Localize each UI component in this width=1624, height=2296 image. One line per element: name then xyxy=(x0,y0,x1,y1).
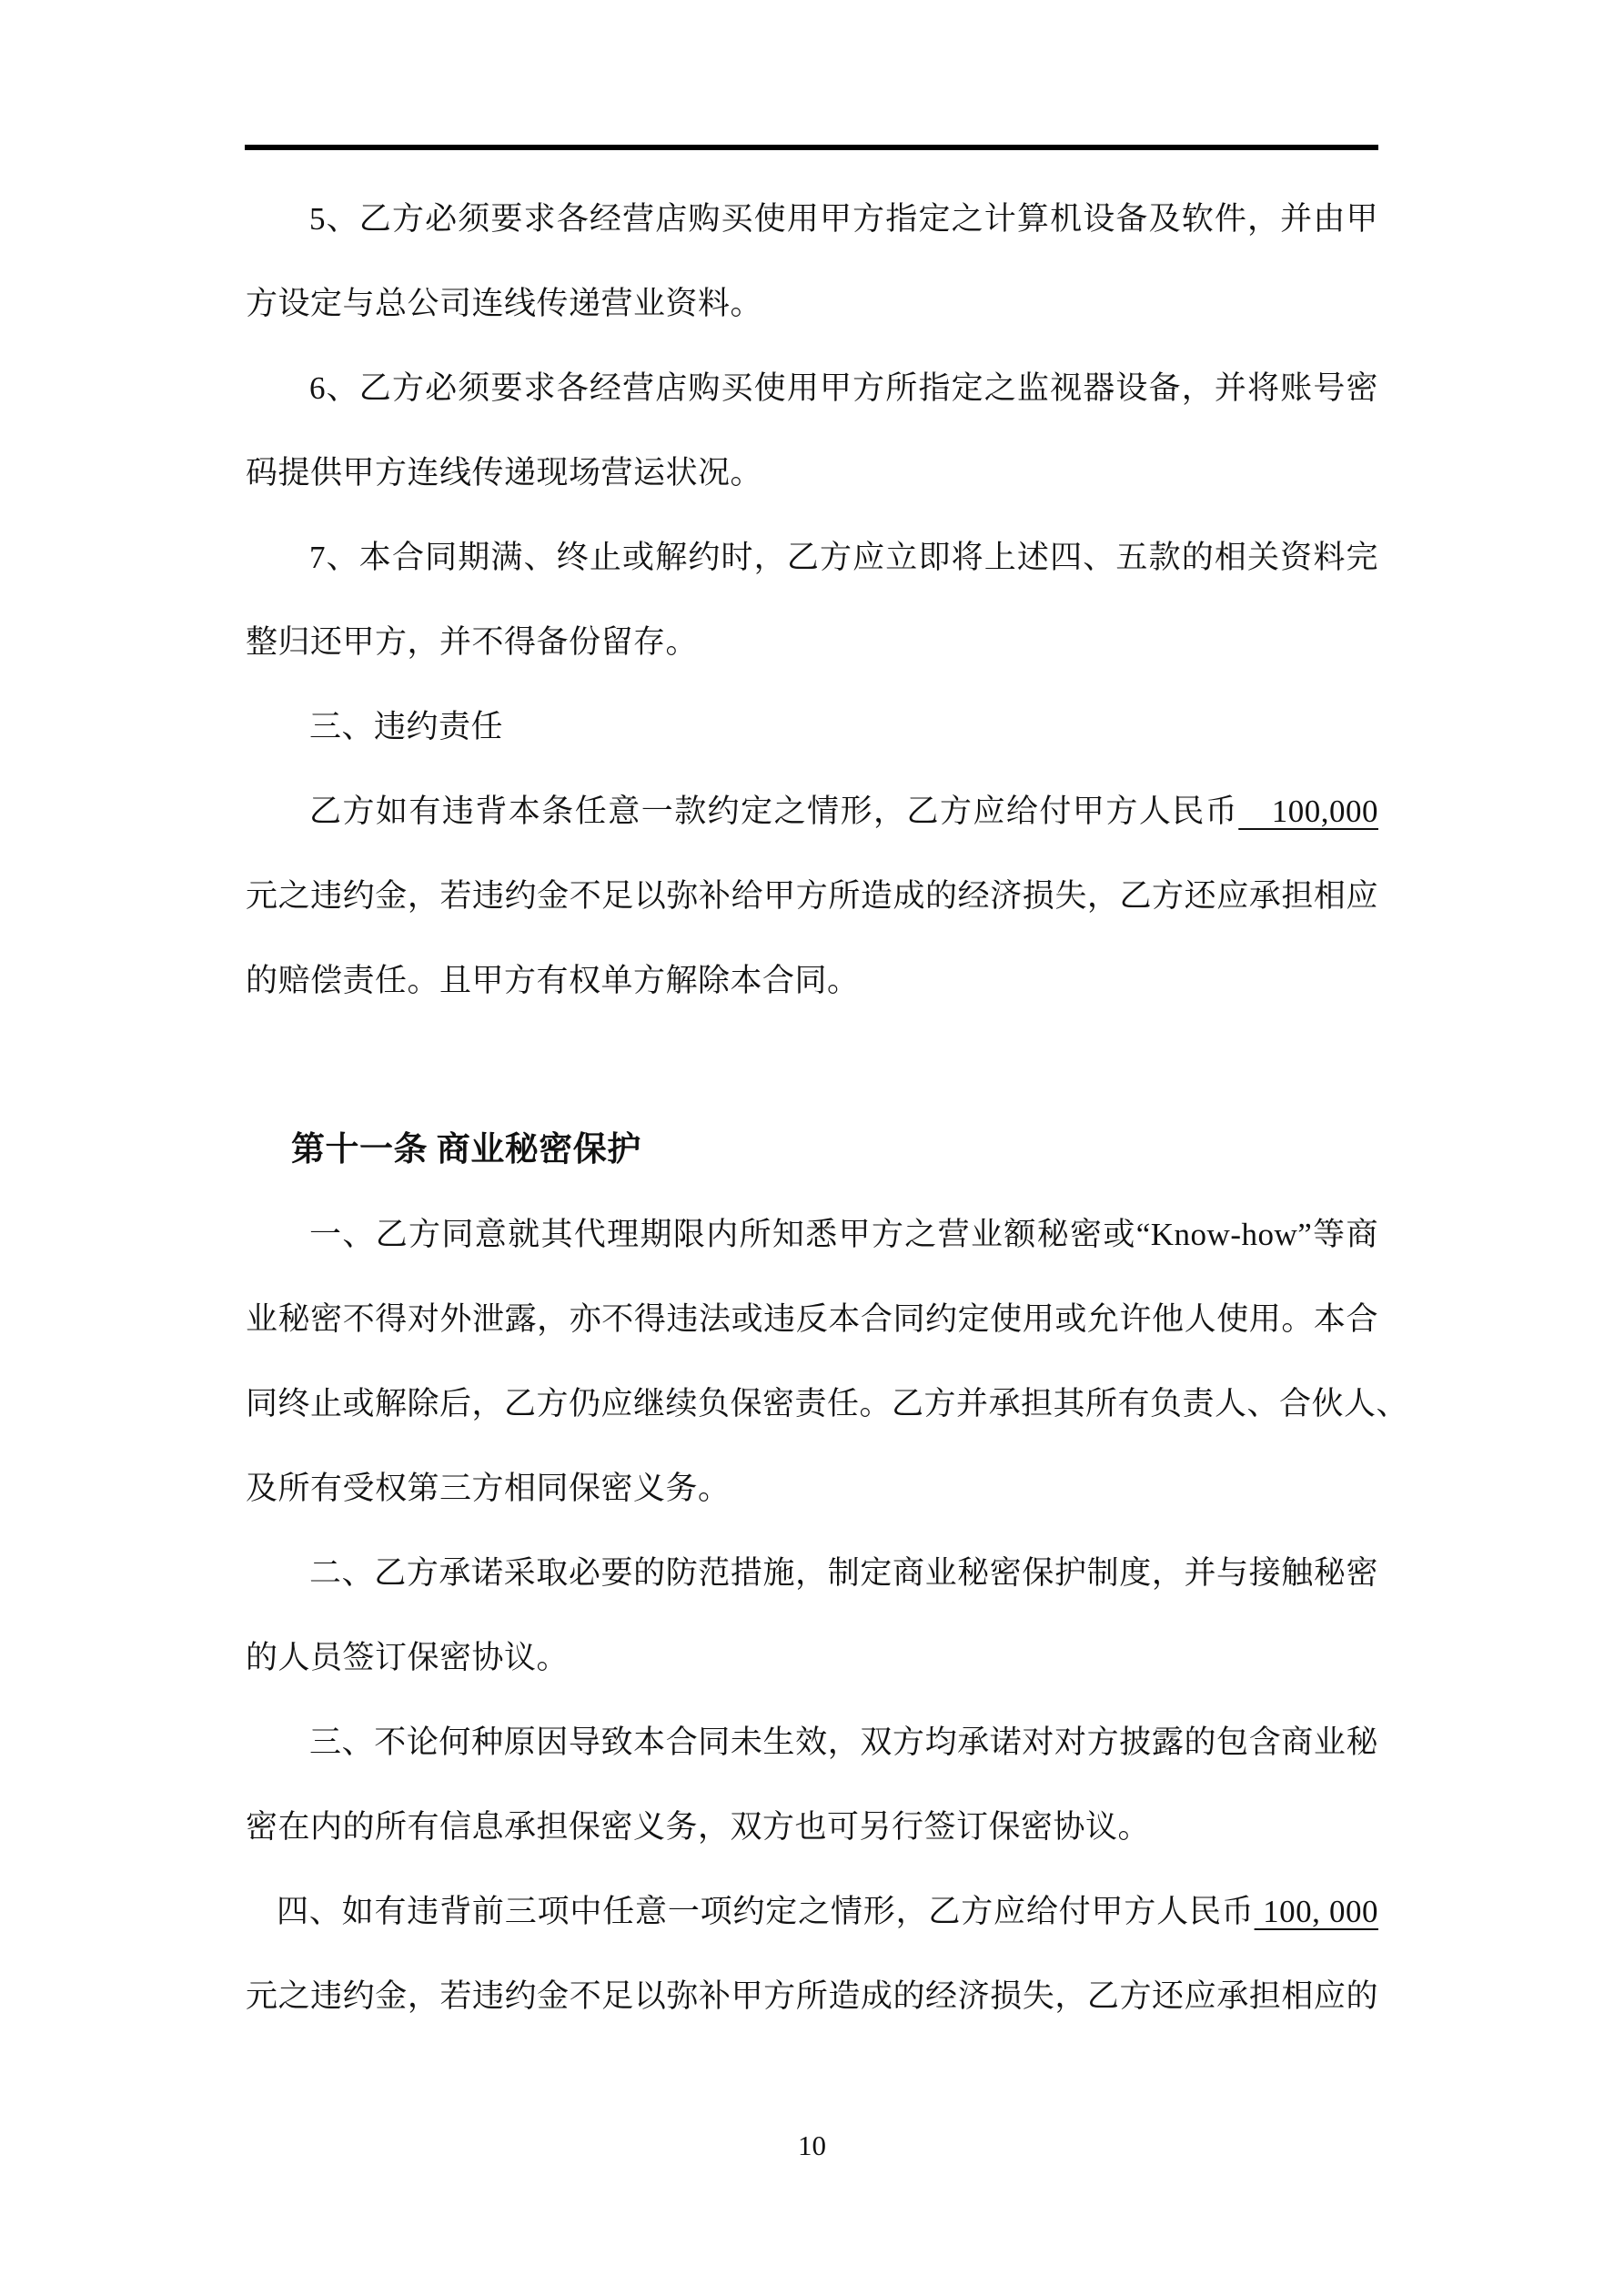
text-line xyxy=(246,1615,1378,1700)
text-segment: 元之违约金，若违约金不足以弥补甲方所造成的经济损失，乙方还应承担相应的 xyxy=(246,1978,1378,2014)
text-line xyxy=(246,1361,1409,1446)
text-segment: 三、不论何种原因导致本合同未生效，双方均承诺对对方披露的包含商业秘 xyxy=(309,1725,1378,1760)
text-line xyxy=(246,1869,1378,1954)
text-segment: 二、乙方承诺采取必要的防范措施，制定商业秘密保护制度，并与接触秘密 xyxy=(309,1555,1378,1591)
text-segment: 元之违约金，若违约金不足以弥补给甲方所造成的经济损失，乙方还应承担相应 xyxy=(246,878,1378,914)
header-divider-rule xyxy=(245,145,1378,150)
underlined-amount: 100,000 xyxy=(1238,794,1378,829)
page-number: 10 xyxy=(798,2129,826,2161)
text-line xyxy=(246,938,1378,1023)
text-line xyxy=(246,261,1378,346)
text-line xyxy=(246,515,1378,600)
text-line xyxy=(246,1700,1378,1785)
text-line xyxy=(246,1531,1378,1615)
underlined-amount: 100, 000 xyxy=(1254,1894,1378,1929)
text-segment: 同终止或解除后，乙方仍应继续负保密责任。乙方并承担其所有负责人、合伙人、 xyxy=(246,1386,1409,1421)
text-segment: 整归还甲方，并不得备份留存。 xyxy=(246,624,699,660)
text-segment: 的人员签订保密协议。 xyxy=(246,1640,570,1675)
blank-line xyxy=(246,1023,1378,1108)
text-segment: 第十一条 商业秘密保护 xyxy=(291,1131,641,1168)
text-line xyxy=(246,854,1378,938)
text-segment: 6、乙方必须要求各经营店购买使用甲方所指定之监视器设备，并将账号密 xyxy=(309,370,1378,406)
document-body xyxy=(246,177,1409,2038)
text-segment: 7、本合同期满、终止或解约时，乙方应立即将上述四、五款的相关资料完 xyxy=(309,540,1378,575)
text-segment: 业秘密不得对外泄露，亦不得违法或违反本合同约定使用或允许他人使用。本合 xyxy=(246,1301,1378,1337)
text-segment: 四、如有违背前三项中任意一项约定之情形，乙方应给付甲方人民币 xyxy=(277,1894,1255,1929)
text-segment: 码提供甲方连线传递现场营运状况。 xyxy=(246,455,763,491)
text-segment: 乙方如有违背本条任意一款约定之情形，乙方应给付甲方人民币 xyxy=(309,794,1239,829)
text-segment: 三、违约责任 xyxy=(309,709,504,744)
text-line xyxy=(246,1192,1378,1277)
section-heading xyxy=(246,1108,1378,1192)
text-line xyxy=(246,177,1378,261)
text-segment: 的赔偿责任。且甲方有权单方解除本合同。 xyxy=(246,963,860,998)
text-line xyxy=(246,1954,1378,2038)
text-line xyxy=(246,430,1378,515)
text-segment: 方设定与总公司连线传递营业资料。 xyxy=(246,286,763,321)
text-line xyxy=(246,1277,1378,1361)
text-line xyxy=(246,684,1378,769)
text-line xyxy=(246,346,1378,430)
text-line xyxy=(246,1785,1378,1869)
text-line xyxy=(246,769,1378,854)
text-line xyxy=(246,600,1378,684)
text-segment: 一、乙方同意就其代理期限内所知悉甲方之营业额秘密或“Know-how”等商 xyxy=(309,1217,1378,1252)
text-segment: 密在内的所有信息承担保密义务，双方也可另行签订保密协议。 xyxy=(246,1809,1151,1845)
text-line xyxy=(246,1446,1378,1531)
text-segment: 5、乙方必须要求各经营店购买使用甲方指定之计算机设备及软件，并由甲 xyxy=(309,201,1378,237)
text-segment: 及所有受权第三方相同保密义务。 xyxy=(246,1471,731,1506)
